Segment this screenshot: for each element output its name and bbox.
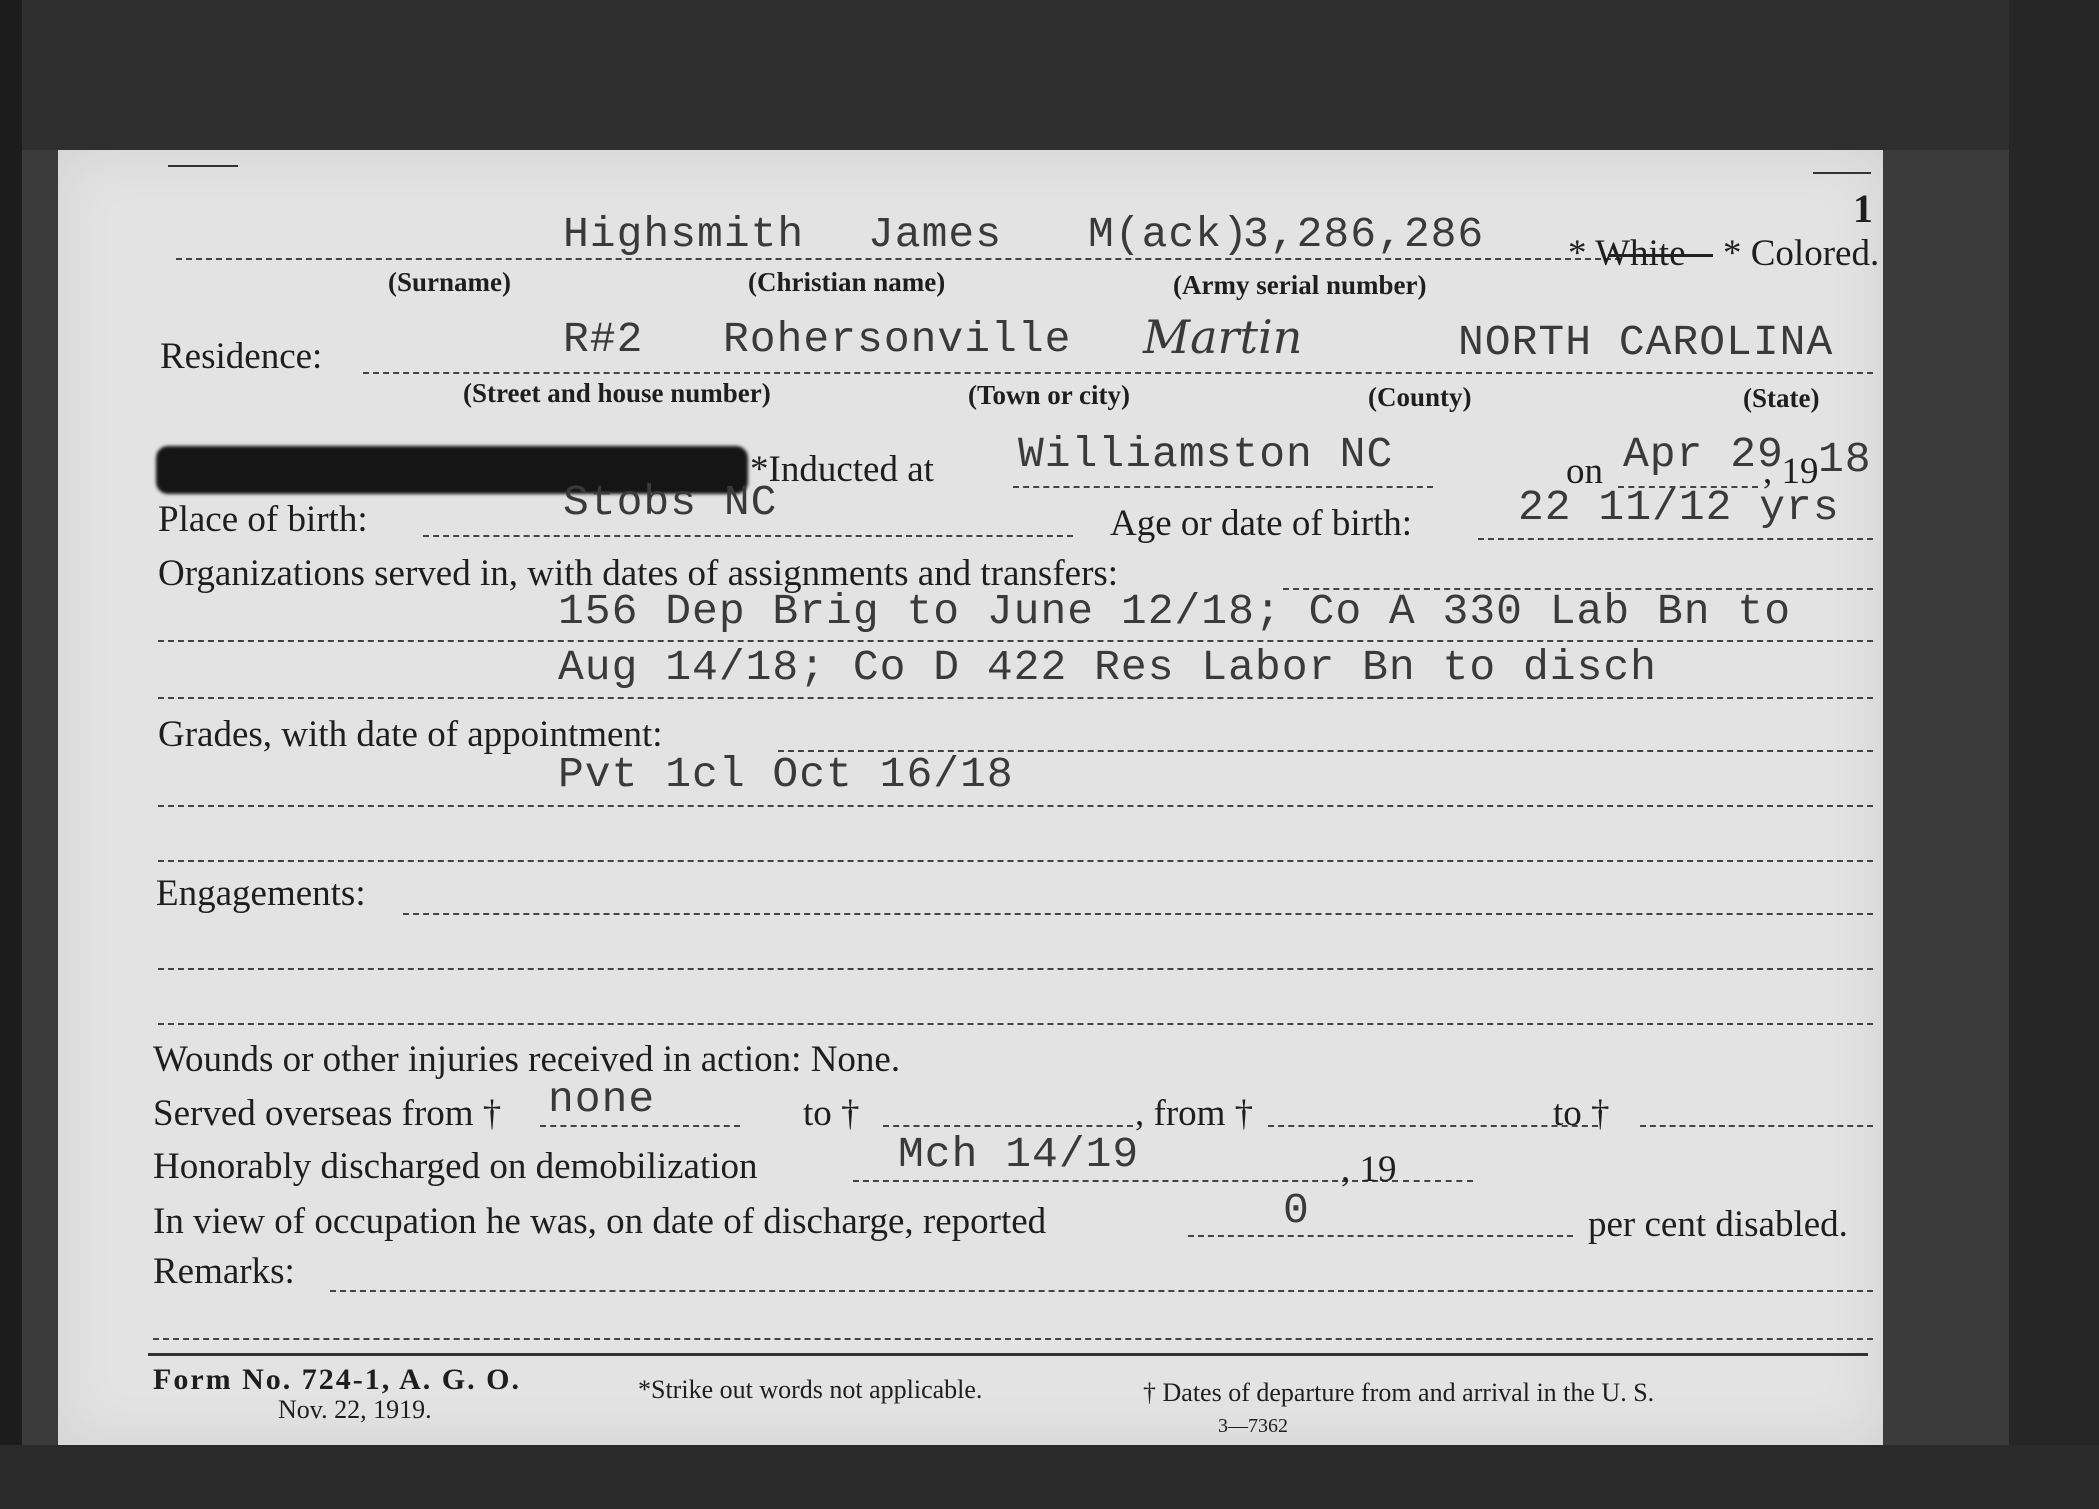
grades-value: Pvt 1cl Oct 16/18	[558, 750, 1014, 799]
disability-label: In view of occupation he was, on date of discharge, reported	[153, 1201, 1047, 1242]
scan-background-left	[0, 0, 22, 1509]
county-caption: (County)	[1368, 382, 1472, 412]
disability-suffix: per cent disabled.	[1588, 1204, 1848, 1245]
age-label: Age or date of birth:	[1110, 503, 1413, 544]
christian-name-value: James	[868, 210, 1003, 259]
grades-label: Grades, with date of appointment:	[158, 714, 663, 755]
white-strikethrough	[1608, 254, 1713, 257]
scan-background-bottom	[0, 1445, 2099, 1509]
surname-value: Highsmith	[563, 210, 805, 259]
street-caption: (Street and house number)	[463, 378, 771, 408]
county-value: Martin	[1143, 310, 1303, 364]
top-left-rule	[168, 165, 238, 167]
place-of-birth-value: Stobs NC	[563, 478, 778, 527]
footer-rule	[148, 1353, 1868, 1356]
engagements-line-0	[403, 913, 1873, 915]
strike-out-note: *Strike out words not applicable.	[638, 1375, 983, 1404]
top-right-rule	[1813, 172, 1871, 174]
state-caption: (State)	[1743, 383, 1820, 413]
middle-name-value: M(ack)	[1088, 210, 1249, 259]
grades-line-2	[158, 860, 1873, 862]
overseas-from-line-2	[1268, 1125, 1598, 1127]
place-of-birth-label: Place of birth:	[158, 499, 368, 540]
residence-label: Residence:	[160, 336, 323, 377]
discharge-year-line	[1403, 1180, 1473, 1182]
overseas-from-label-2: , from †	[1135, 1093, 1254, 1134]
scan-background-right	[2009, 0, 2099, 1509]
overseas-to-label-2: to †	[1553, 1093, 1610, 1134]
disability-value: 0	[1283, 1186, 1310, 1235]
age-line	[1478, 538, 1873, 540]
overseas-from-label: Served overseas from †	[153, 1093, 502, 1134]
wounds-text: Wounds or other injuries received in action: None.	[153, 1039, 901, 1080]
surname-caption: (Surname)	[388, 267, 511, 297]
age-value: 22 11/12 yrs	[1518, 483, 1840, 532]
form-number: Form No. 724-1, A. G. O.	[153, 1363, 521, 1396]
print-code: 3—7362	[1218, 1415, 1288, 1437]
card-number: 1	[1853, 186, 1873, 231]
overseas-to-label: to †	[803, 1093, 860, 1134]
white-option: * White	[1568, 233, 1686, 274]
grades-line-1	[158, 805, 1873, 807]
engagements-line-2	[158, 1023, 1873, 1025]
discharge-label: Honorably discharged on demobilization	[153, 1146, 758, 1187]
organizations-line-2	[158, 697, 1873, 699]
organization-entry-2: Aug 14/18; Co D 422 Res Labor Bn to disch	[558, 643, 1657, 692]
christian-name-caption: (Christian name)	[748, 267, 946, 297]
remarks-line-1	[153, 1338, 1873, 1340]
engagements-label: Engagements:	[156, 873, 366, 914]
place-of-birth-line	[423, 535, 1073, 537]
induction-place-line	[1013, 486, 1433, 488]
remarks-line-0	[330, 1290, 1873, 1292]
disability-line	[1188, 1235, 1573, 1237]
residence-line	[363, 372, 1873, 374]
overseas-from-line	[540, 1125, 740, 1127]
overseas-to-line-2	[1640, 1125, 1873, 1127]
engagements-line-1	[158, 968, 1873, 970]
induction-year-prefix: , 19	[1763, 451, 1819, 492]
induction-date-value: Apr 29	[1623, 430, 1784, 479]
organizations-line-1	[158, 640, 1873, 642]
organization-entry-1: 156 Dep Brig to June 12/18; Co A 330 Lab Bn to	[558, 587, 1791, 636]
state-value: NORTH CAROLINA	[1458, 318, 1834, 367]
town-value: Rohersonville	[723, 315, 1072, 364]
street-value: R#2	[563, 315, 644, 364]
service-record-card	[58, 150, 1883, 1445]
form-date: Nov. 22, 1919.	[278, 1395, 432, 1424]
overseas-to-line	[883, 1125, 1133, 1127]
serial-number-caption: (Army serial number)	[1173, 270, 1427, 300]
dates-note: † Dates of departure from and arrival in the U. S.	[1143, 1378, 1655, 1407]
discharge-date-line	[853, 1180, 1398, 1182]
scan-background-top	[0, 0, 2099, 150]
inducted-at-label: *Inducted at	[750, 449, 934, 490]
colored-option: * Colored.	[1723, 233, 1880, 274]
overseas-from-value: none	[548, 1075, 656, 1124]
induction-place-value: Williamston NC	[1018, 430, 1394, 479]
remarks-label: Remarks:	[153, 1251, 295, 1292]
discharge-year-label: , 19	[1341, 1149, 1397, 1190]
induction-year-value: 18	[1818, 435, 1872, 484]
serial-number-value: 3,286,286	[1243, 210, 1485, 259]
on-label: on	[1566, 451, 1603, 492]
town-caption: (Town or city)	[968, 380, 1130, 410]
organizations-label: Organizations served in, with dates of assignments and transfers:	[158, 553, 1119, 594]
discharge-date-value: Mch 14/19	[898, 1130, 1140, 1179]
